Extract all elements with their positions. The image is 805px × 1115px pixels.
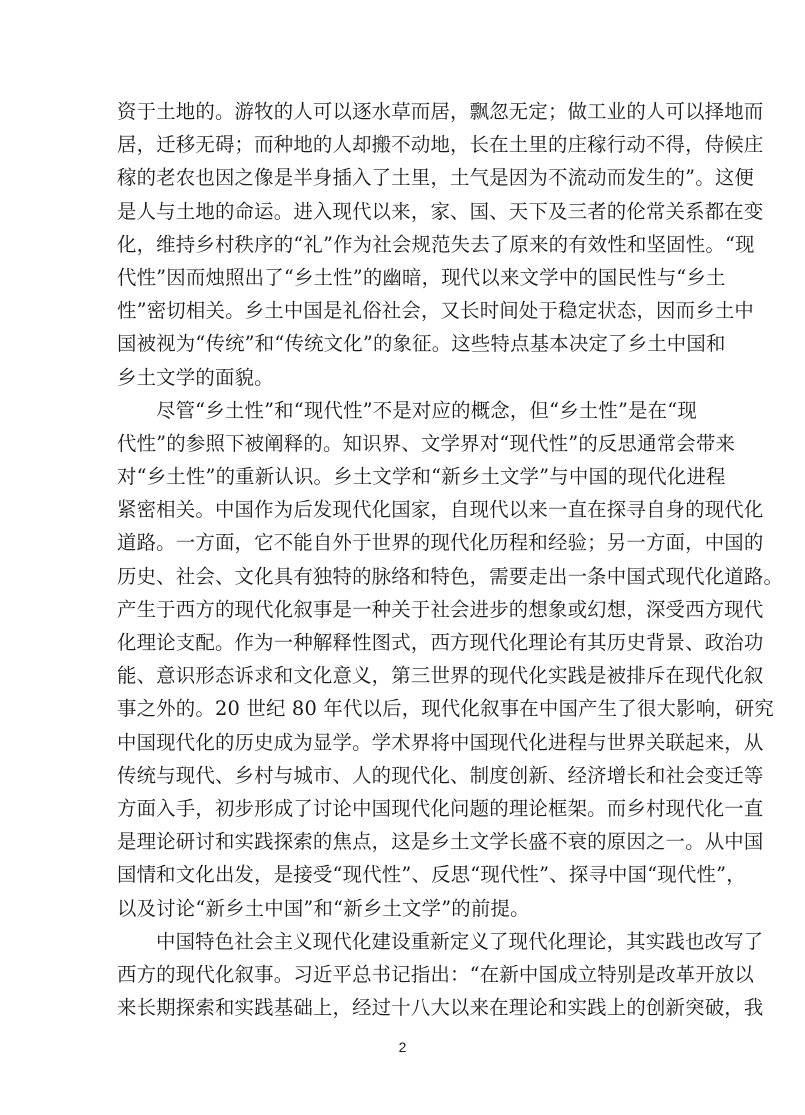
paragraph-line: 居，迁移无碍；而种地的人却搬不动地，长在土里的庄稼行动不得，侍候庄	[117, 133, 764, 157]
paragraph-line: 产生于西方的现代化叙事是一种关于社会进步的想象或幻想，深受西方现代	[117, 597, 764, 621]
paragraph-line: 乡土文学的面貌。	[117, 365, 274, 389]
paragraph-line: 来长期探索和实践基础上，经过十八大以来在理论和实践上的创新突破，我	[117, 996, 764, 1020]
paragraph-line: 化，维持乡村秩序的“礼”作为社会规范失去了原来的有效性和坚固性。“现	[117, 232, 755, 256]
paragraph-line: 道路。一方面，它不能自外于世界的现代化历程和经验；另一方面，中国的	[117, 531, 764, 555]
paragraph-line: 国情和文化出发，是接受“现代性”、反思“现代性”、探寻中国“现代性”，	[117, 863, 746, 887]
paragraph-line: 以及讨论“新乡土中国”和“新乡土文学”的前提。	[117, 896, 530, 920]
paragraph-line: 国被视为“传统”和“传统文化”的象征。这些特点基本决定了乡土中国和	[117, 332, 726, 356]
paragraph-line: 化理论支配。作为一种解释性图式，西方现代化理论有其历史背景、政治功	[117, 631, 764, 654]
document-page	[117, 95, 784, 1024]
paragraph-line: 稼的老农也因之像是半身插入了土里，土气是因为不流动而发生的”。这便	[117, 166, 755, 190]
paragraph-line: 是理论研讨和实践探索的焦点，这是乡土文学长盛不衰的原因之一。从中国	[117, 830, 764, 854]
paragraph-line: 对“乡土性”的重新认识。乡土文学和“新乡土文学”与中国的现代化进程	[117, 465, 726, 489]
paragraph-line: 能、意识形态诉求和文化意义，第三世界的现代化实践是被排斥在现代化叙	[117, 664, 764, 688]
paragraph-line: 资于土地的。游牧的人可以逐水草而居，飘忽无定；做工业的人可以择地而	[117, 100, 764, 123]
paragraph-line: 中国特色社会主义现代化建设重新定义了现代化理论，其实践也改写了	[156, 929, 764, 953]
paragraph-line: 性”密切相关。乡土中国是礼俗社会，又长时间处于稳定状态，因而乡土中	[117, 299, 755, 323]
paragraph-line: 紧密相关。中国作为后发现代化国家，自现代以来一直在探寻自身的现代化	[117, 498, 764, 522]
paragraph-line: 历史、社会、文化具有独特的脉络和特色，需要走出一条中国式现代化道路。	[117, 564, 784, 588]
paragraph-line: 代性”因而烛照出了“乡土性”的幽暗，现代以来文学中的国民性与“乡土	[117, 265, 726, 289]
paragraph-1	[117, 95, 764, 394]
paragraph-line: 代性”的参照下被阐释的。知识界、文学界对“现代性”的反思通常会带来	[117, 431, 736, 455]
paragraph-line: 尽管“乡土性”和“现代性”不是对应的概念，但“乡土性”是在“现	[156, 398, 697, 422]
page-number: 2	[398, 1039, 407, 1055]
paragraph-line: 西方的现代化叙事。习近平总书记指出：“在新中国成立特别是改革开放以	[117, 962, 755, 986]
paragraph-line: 传统与现代、乡村与城市、人的现代化、制度创新、经济增长和社会变迁等	[117, 763, 764, 787]
paragraph-line: 方面入手，初步形成了讨论中国现代化问题的理论框架。而乡村现代化一直	[117, 796, 764, 820]
paragraph-line: 事之外的。20 世纪 80 年代以后，现代化叙事在中国产生了很大影响，研究	[117, 697, 774, 721]
paragraph-line: 是人与土地的命运。进入现代以来，家、国、天下及三者的伦常关系都在变	[117, 199, 764, 223]
paragraph-line: 中国现代化的历史成为显学。学术界将中国现代化进程与世界关联起来，从	[117, 730, 764, 754]
paragraph-3	[117, 925, 764, 1025]
paragraph-2	[117, 394, 784, 925]
